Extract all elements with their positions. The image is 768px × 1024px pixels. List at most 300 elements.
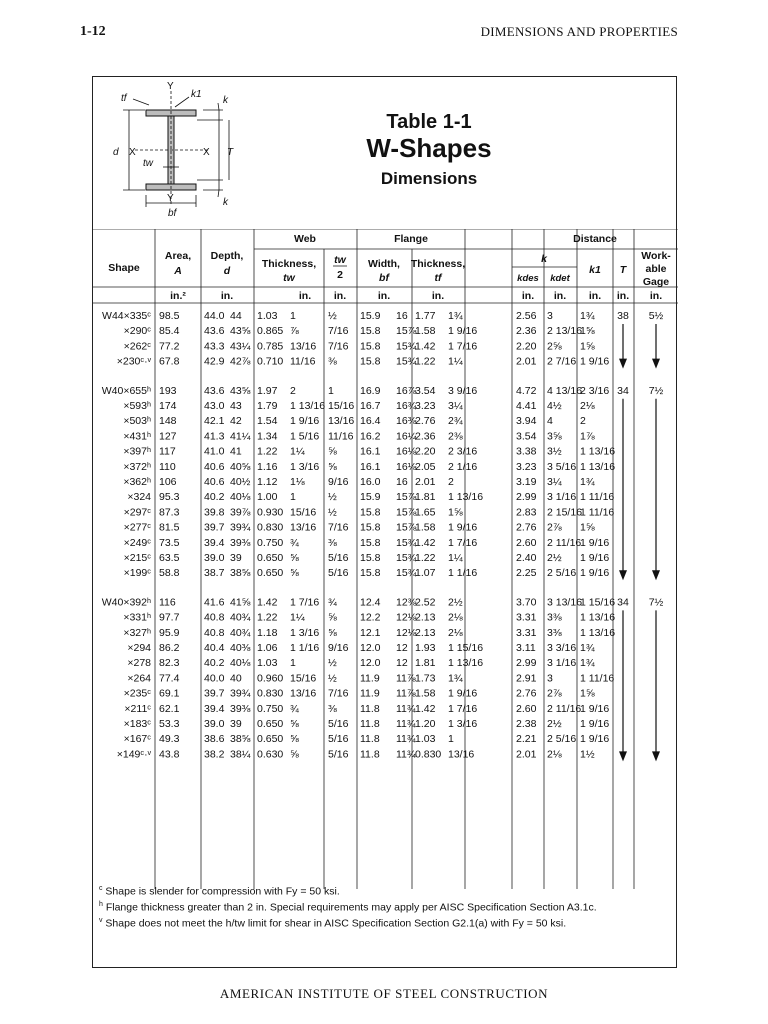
value-cell-tw2: ⅝ xyxy=(328,445,337,458)
value-cell-df: 41¼ xyxy=(230,430,251,443)
value-cell-d: 39.4 xyxy=(204,536,225,549)
down-arrow-icon xyxy=(652,359,660,369)
value-cell-bf: 11.8 xyxy=(360,718,380,730)
value-cell-twf: 1⅛ xyxy=(290,476,305,488)
value-cell-tf: 0.830 xyxy=(415,748,442,761)
value-cell-tw2: 1 xyxy=(328,384,334,397)
value-cell-tf: 3.23 xyxy=(415,400,436,412)
running-head: DIMENSIONS AND PROPERTIES xyxy=(480,24,678,39)
value-cell-kdes: 2.25 xyxy=(516,567,537,580)
value-cell-df: 39¾ xyxy=(230,521,251,534)
value-cell-tf: 1.77 xyxy=(415,310,436,322)
value-cell-A: 148 xyxy=(159,415,177,428)
value-cell-tff: 1¾ xyxy=(448,310,463,322)
shape-cell: ×199ᶜ xyxy=(123,567,151,580)
value-cell-k1: 1 9/16 xyxy=(580,355,610,368)
value-cell-tf: 2.76 xyxy=(415,415,436,428)
value-cell-d: 42.1 xyxy=(204,415,225,428)
value-cell-twf: 1¼ xyxy=(290,611,305,624)
diagram-label-x-left: X xyxy=(129,147,136,158)
value-cell-tff: 1 9/16 xyxy=(448,521,478,534)
column-header-gage: able xyxy=(645,263,667,275)
value-cell-tw: 1.34 xyxy=(257,430,278,443)
value-cell-tf: 2.13 xyxy=(415,626,436,639)
value-cell-A: 77.2 xyxy=(159,340,180,353)
value-cell-A: 86.2 xyxy=(159,642,180,654)
footnote-c: $^c$ Shape is slender for compression with Fy = 50 ksi. xyxy=(99,885,340,898)
value-cell-kdet: 3 1/16 xyxy=(547,657,577,670)
column-header-k: k xyxy=(541,253,547,265)
group-header-distance: Distance xyxy=(573,233,617,245)
table-label: Table 1-1 xyxy=(386,111,472,133)
value-cell-kdet: 2 5/16 xyxy=(547,733,577,746)
value-cell-d: 41.0 xyxy=(204,445,225,458)
value-cell-k1: 1 9/16 xyxy=(580,718,610,730)
column-header-depth: Depth, xyxy=(210,250,244,262)
value-cell-tw2: 7/16 xyxy=(328,325,349,338)
shape-cell: ×294 xyxy=(127,642,151,654)
value-cell-d: 38.6 xyxy=(204,733,225,746)
diagram-label-x-right: X xyxy=(203,147,210,158)
value-cell-tw2: 5/16 xyxy=(328,718,349,730)
value-cell-tw2: 5/16 xyxy=(328,748,349,761)
shape-cell: ×331ʰ xyxy=(123,611,151,624)
diagram-label-bf: bf xyxy=(168,208,177,219)
value-cell-d: 40.4 xyxy=(204,642,225,654)
shape-cell: ×167ᶜ xyxy=(123,733,151,746)
value-cell-A: 95.9 xyxy=(159,626,180,639)
T-value: 34 xyxy=(617,384,629,397)
value-cell-tff: 1 15/16 xyxy=(448,642,484,654)
value-cell-tf: 2.20 xyxy=(415,445,436,458)
value-cell-twf: 2 xyxy=(290,384,296,397)
column-header-flange-thickness: Thickness, xyxy=(410,258,466,270)
value-cell-A: 81.5 xyxy=(159,521,180,534)
value-cell-kdet: 3 3/16 xyxy=(547,642,577,654)
value-cell-kdet: 2½ xyxy=(547,552,562,564)
value-cell-tf: 1.22 xyxy=(415,355,436,368)
value-cell-tw2: 9/16 xyxy=(328,476,349,488)
shape-cell: W44×335ᶜ xyxy=(102,310,151,322)
T-value: 38 xyxy=(617,310,629,322)
value-cell-df: 39 xyxy=(230,552,242,564)
value-cell-twf: 1¼ xyxy=(290,445,305,458)
value-cell-bff: 11¾ xyxy=(396,702,416,715)
value-cell-d: 39.4 xyxy=(204,702,225,715)
value-cell-kdet: 2 5/16 xyxy=(547,567,577,580)
value-cell-k1: 1½ xyxy=(580,748,595,761)
value-cell-tw2: 5/16 xyxy=(328,567,349,580)
value-cell-tff: 2¾ xyxy=(448,415,463,428)
column-header-kdet: kdet xyxy=(550,273,570,284)
value-cell-tf: 1.07 xyxy=(415,567,436,580)
shape-cell: ×290ᶜ xyxy=(123,325,151,338)
value-cell-d: 40.2 xyxy=(204,657,225,670)
value-cell-kdes: 2.99 xyxy=(516,491,537,504)
value-cell-kdes: 2.56 xyxy=(516,310,537,322)
value-cell-bff: 15¾ xyxy=(396,340,417,353)
value-cell-bf: 15.8 xyxy=(360,506,381,519)
value-cell-d: 40.2 xyxy=(204,491,225,504)
value-cell-A: 95.3 xyxy=(159,491,180,504)
value-cell-A: 85.4 xyxy=(159,325,180,338)
value-cell-kdes: 3.31 xyxy=(516,626,537,639)
value-cell-tff: 2⅛ xyxy=(448,611,463,624)
value-cell-tff: 3¼ xyxy=(448,400,463,412)
column-header-flange-thickness-symbol: tf xyxy=(434,272,442,284)
value-cell-bff: 16 xyxy=(396,310,408,322)
value-cell-kdes: 3.23 xyxy=(516,460,537,473)
value-cell-bf: 16.4 xyxy=(360,415,381,428)
value-cell-A: 174 xyxy=(159,400,177,412)
units-cell: in. xyxy=(298,290,312,302)
value-cell-tw2: ½ xyxy=(328,506,337,519)
value-cell-kdes: 2.83 xyxy=(516,506,537,519)
value-cell-bf: 15.9 xyxy=(360,310,381,322)
T-value: 34 xyxy=(617,596,629,609)
value-cell-k1: 1 13/16 xyxy=(580,611,616,624)
shape-cell: ×262ᶜ xyxy=(123,340,151,353)
value-cell-twf: ⅞ xyxy=(290,325,299,338)
diagram-label-k1: k1 xyxy=(191,89,202,100)
down-arrow-icon xyxy=(652,751,660,761)
value-cell-tff: 1 1/16 xyxy=(448,567,478,580)
value-cell-tw: 0.630 xyxy=(257,748,284,761)
value-cell-twf: 13/16 xyxy=(290,687,317,700)
value-cell-d: 41.6 xyxy=(204,596,225,609)
value-cell-tw: 1.18 xyxy=(257,626,278,639)
value-cell-df: 43 xyxy=(230,400,242,412)
shape-cell: ×362ʰ xyxy=(123,476,151,488)
value-cell-bf: 11.8 xyxy=(360,733,380,746)
value-cell-k1: 1 9/16 xyxy=(580,536,610,549)
value-cell-k1: 1⅝ xyxy=(580,521,595,534)
value-cell-kdet: 3 xyxy=(547,310,553,322)
value-cell-tw2: 5/16 xyxy=(328,552,349,564)
value-cell-tf: 1.20 xyxy=(415,718,436,730)
value-cell-kdes: 2.40 xyxy=(516,552,537,564)
value-cell-twf: ¾ xyxy=(290,536,299,549)
value-cell-k1: 1⅞ xyxy=(580,430,595,443)
column-header-flange-width: Width, xyxy=(368,258,400,270)
value-cell-k1: 1⅝ xyxy=(580,340,595,353)
value-cell-twf: 1 7/16 xyxy=(290,596,320,609)
value-cell-kdes: 2.01 xyxy=(516,748,537,761)
value-cell-tff: 1 7/16 xyxy=(448,702,478,715)
value-cell-twf: 1 9/16 xyxy=(290,415,320,428)
value-cell-twf: 11/16 xyxy=(290,355,316,368)
shape-cell: ×324 xyxy=(127,491,151,504)
value-cell-bf: 11.9 xyxy=(360,687,380,700)
value-cell-k1: 1¾ xyxy=(580,476,595,488)
value-cell-bff: 15⅞ xyxy=(396,506,417,519)
gage-value: 7½ xyxy=(648,384,664,397)
value-cell-tw: 0.830 xyxy=(257,687,284,700)
w-shape-diagram xyxy=(93,77,263,227)
value-cell-bf: 15.8 xyxy=(360,567,381,580)
value-cell-bff: 11⅞ xyxy=(396,672,416,685)
down-arrow-icon xyxy=(619,359,627,369)
value-cell-d: 41.3 xyxy=(204,430,225,443)
value-cell-kdet: 2⅞ xyxy=(547,521,562,534)
diagram-label-d: d xyxy=(113,147,119,158)
units-cell: in. xyxy=(431,290,445,302)
value-cell-df: 40⅝ xyxy=(230,460,251,473)
value-cell-tff: 1 13/16 xyxy=(448,491,484,504)
value-cell-twf: ⅝ xyxy=(290,748,299,761)
column-header-depth-symbol: d xyxy=(223,265,231,277)
column-header-kdes: kdes xyxy=(517,273,539,284)
value-cell-bff: 16⅛ xyxy=(396,460,417,473)
column-header-T: T xyxy=(619,264,627,276)
value-cell-kdes: 2.20 xyxy=(516,340,537,353)
down-arrow-icon xyxy=(619,751,627,761)
value-cell-bff: 15¾ xyxy=(396,536,417,549)
value-cell-bf: 16.1 xyxy=(360,460,381,473)
value-cell-bff: 15⅞ xyxy=(396,491,417,504)
value-cell-kdet: 3⅜ xyxy=(547,611,562,624)
value-cell-k1: 1 11/16 xyxy=(580,672,615,685)
value-cell-tw: 1.22 xyxy=(257,611,278,624)
shape-cell: ×372ʰ xyxy=(123,460,151,473)
value-cell-bf: 11.8 xyxy=(360,702,380,715)
shape-cell: ×593ʰ xyxy=(123,400,151,412)
value-cell-kdet: 2 11/16 xyxy=(547,702,582,715)
value-cell-d: 38.7 xyxy=(204,567,225,580)
shape-cell: ×215ᶜ xyxy=(123,552,151,564)
value-cell-kdet: 3 5/16 xyxy=(547,460,577,473)
value-cell-kdet: 4 13/16 xyxy=(547,384,583,397)
value-cell-tw2: ½ xyxy=(328,310,337,322)
diagram-label-k-top: k xyxy=(223,95,228,106)
value-cell-kdes: 3.54 xyxy=(516,430,537,443)
value-cell-tw: 1.42 xyxy=(257,596,278,609)
value-cell-twf: 1 xyxy=(290,657,296,670)
value-cell-tw: 0.930 xyxy=(257,506,284,519)
value-cell-tf: 1.73 xyxy=(415,672,436,685)
value-cell-twf: ⅝ xyxy=(290,552,299,564)
value-cell-tff: 1¼ xyxy=(448,552,463,564)
value-cell-df: 41⅝ xyxy=(230,596,251,609)
value-cell-d: 42.9 xyxy=(204,355,225,368)
value-cell-tff: 3 9/16 xyxy=(448,384,478,397)
value-cell-kdet: 3⅝ xyxy=(547,430,562,443)
value-cell-tf: 1.42 xyxy=(415,536,436,549)
value-cell-k1: 1 11/16 xyxy=(580,506,615,519)
value-cell-kdes: 2.60 xyxy=(516,536,537,549)
value-cell-bf: 12.2 xyxy=(360,611,381,624)
value-cell-kdes: 2.99 xyxy=(516,657,537,670)
value-cell-tw: 0.650 xyxy=(257,567,284,580)
value-cell-A: 69.1 xyxy=(159,687,180,700)
value-cell-kdet: 2½ xyxy=(547,718,562,730)
value-cell-tw2: 15/16 xyxy=(328,400,355,412)
value-cell-k1: 1¾ xyxy=(580,642,595,654)
value-cell-tw: 1.54 xyxy=(257,415,278,428)
column-header-gage: Gage xyxy=(642,276,670,288)
value-cell-twf: 13/16 xyxy=(290,340,317,353)
value-cell-tw2: ½ xyxy=(328,491,337,504)
value-cell-kdet: 2⅛ xyxy=(547,748,562,761)
value-cell-tw2: ⅝ xyxy=(328,611,337,624)
value-cell-kdet: 2 7/16 xyxy=(547,355,577,368)
gage-value: 5½ xyxy=(648,310,664,322)
value-cell-df: 38⅝ xyxy=(230,567,251,580)
value-cell-tf: 1.58 xyxy=(415,325,436,338)
value-cell-tw2: ½ xyxy=(328,672,337,685)
value-cell-k1: 1 11/16 xyxy=(580,491,615,504)
value-cell-k1: 1 9/16 xyxy=(580,567,610,580)
value-cell-A: 193 xyxy=(159,384,177,397)
column-header-tw2-bottom: 2 xyxy=(337,269,343,281)
value-cell-bf: 15.8 xyxy=(360,521,381,534)
value-cell-twf: 13/16 xyxy=(290,521,317,534)
value-cell-A: 97.7 xyxy=(159,611,180,624)
shape-cell: ×397ʰ xyxy=(123,445,151,458)
value-cell-tf: 1.42 xyxy=(415,702,436,715)
value-cell-df: 39⅜ xyxy=(230,702,251,715)
value-cell-tf: 1.93 xyxy=(415,642,436,654)
value-cell-twf: ⅝ xyxy=(290,733,299,746)
value-cell-A: 127 xyxy=(159,430,177,443)
value-cell-tw: 0.865 xyxy=(257,325,284,338)
value-cell-tw2: ⅜ xyxy=(328,702,337,715)
value-cell-d: 39.7 xyxy=(204,521,225,534)
group-header-web: Web xyxy=(294,233,316,245)
value-cell-bf: 12.4 xyxy=(360,596,381,609)
value-cell-tw: 0.785 xyxy=(257,340,284,353)
value-cell-tff: 1¼ xyxy=(448,355,463,368)
value-cell-d: 40.0 xyxy=(204,672,225,685)
value-cell-tf: 1.03 xyxy=(415,733,436,746)
value-cell-A: 73.5 xyxy=(159,536,180,549)
value-cell-tw: 0.710 xyxy=(257,355,284,368)
value-cell-df: 40½ xyxy=(230,476,251,488)
value-cell-twf: 15/16 xyxy=(290,672,317,685)
value-cell-twf: 1 3/16 xyxy=(290,626,320,639)
value-cell-df: 40⅜ xyxy=(230,642,251,654)
column-header-tw2-top: tw xyxy=(334,254,346,266)
column-header-k1: k1 xyxy=(589,264,601,276)
value-cell-bff: 12 xyxy=(396,642,408,654)
value-cell-bff: 11¾ xyxy=(396,718,416,730)
units-cell: in. xyxy=(616,290,630,302)
value-cell-tf: 2.05 xyxy=(415,460,436,473)
value-cell-bf: 11.9 xyxy=(360,672,380,685)
value-cell-twf: 15/16 xyxy=(290,506,317,519)
shape-cell: ×183ᶜ xyxy=(123,718,151,730)
value-cell-kdes: 2.76 xyxy=(516,521,537,534)
shape-cell: ×230ᶜ·ᵛ xyxy=(116,355,151,368)
value-cell-d: 43.6 xyxy=(204,325,225,338)
table-frame xyxy=(92,76,677,968)
value-cell-d: 43.3 xyxy=(204,340,225,353)
value-cell-kdet: 3¼ xyxy=(547,476,562,488)
value-cell-tff: 1⅝ xyxy=(448,506,463,519)
value-cell-tw: 0.750 xyxy=(257,702,284,715)
value-cell-df: 43⅝ xyxy=(230,384,251,397)
value-cell-tw: 0.650 xyxy=(257,552,284,564)
value-cell-df: 40¾ xyxy=(230,611,251,624)
value-cell-kdes: 2.36 xyxy=(516,325,537,338)
value-cell-tf: 1.81 xyxy=(415,657,436,670)
value-cell-A: 82.3 xyxy=(159,657,180,670)
value-cell-k1: 2⅛ xyxy=(580,400,595,412)
shape-cell: ×277ᶜ xyxy=(123,521,151,534)
shape-cell: ×264 xyxy=(127,672,151,685)
value-cell-d: 39.8 xyxy=(204,506,225,519)
value-cell-d: 43.6 xyxy=(204,384,225,397)
value-cell-bf: 11.8 xyxy=(360,748,380,761)
value-cell-tw2: ⅜ xyxy=(328,536,337,549)
value-cell-df: 40¾ xyxy=(230,626,251,639)
gage-value: 7½ xyxy=(648,596,664,609)
value-cell-kdet: 3 13/16 xyxy=(547,596,583,609)
value-cell-kdet: 4½ xyxy=(547,400,562,412)
value-cell-tw: 1.00 xyxy=(257,491,278,504)
units-cell: in. xyxy=(553,290,567,302)
value-cell-kdes: 4.41 xyxy=(516,400,537,412)
value-cell-kdet: 2 11/16 xyxy=(547,536,582,549)
value-cell-tw: 1.97 xyxy=(257,384,278,397)
value-cell-tf: 2.36 xyxy=(415,430,436,443)
value-cell-twf: 1 3/16 xyxy=(290,460,320,473)
value-cell-kdes: 3.70 xyxy=(516,596,537,609)
value-cell-tw: 0.960 xyxy=(257,672,284,685)
value-cell-kdes: 2.76 xyxy=(516,687,537,700)
value-cell-tw2: ⅝ xyxy=(328,626,337,639)
units-cell: in. xyxy=(220,290,234,302)
shape-cell: ×503ʰ xyxy=(123,415,151,428)
value-cell-bff: 16⅜ xyxy=(396,415,417,428)
diagram-label-tw: tw xyxy=(143,158,153,169)
value-cell-d: 40.8 xyxy=(204,611,225,624)
value-cell-tw2: ½ xyxy=(328,657,337,670)
value-cell-bff: 15¾ xyxy=(396,552,417,564)
value-cell-tw2: 7/16 xyxy=(328,687,349,700)
table-title: W-Shapes xyxy=(366,133,492,163)
value-cell-d: 40.8 xyxy=(204,626,225,639)
value-cell-A: 98.5 xyxy=(159,310,180,322)
value-cell-bff: 15¾ xyxy=(396,355,417,368)
value-cell-df: 40 xyxy=(230,672,242,685)
down-arrow-icon xyxy=(652,570,660,580)
value-cell-df: 43⅝ xyxy=(230,325,251,338)
units-cell: in. xyxy=(377,290,391,302)
value-cell-k1: 1⅝ xyxy=(580,325,595,338)
value-cell-tf: 2.13 xyxy=(415,611,436,624)
value-cell-bf: 12.0 xyxy=(360,642,381,654)
value-cell-A: 63.5 xyxy=(159,552,180,564)
value-cell-df: 39⅜ xyxy=(230,536,251,549)
value-cell-df: 44 xyxy=(230,310,242,322)
value-cell-kdet: 2⅞ xyxy=(547,687,562,700)
value-cell-twf: ⅝ xyxy=(290,567,299,580)
units-cell: in. xyxy=(333,290,347,302)
value-cell-d: 39.0 xyxy=(204,552,225,564)
value-cell-bff: 15¾ xyxy=(396,567,417,580)
value-cell-bf: 16.0 xyxy=(360,476,381,488)
value-cell-tff: 1 9/16 xyxy=(448,325,478,338)
value-cell-tw: 1.16 xyxy=(257,460,278,473)
value-cell-d: 39.0 xyxy=(204,718,225,730)
value-cell-bf: 16.2 xyxy=(360,430,381,443)
value-cell-bff: 16⅛ xyxy=(396,445,417,458)
value-cell-tw: 1.22 xyxy=(257,445,278,458)
value-cell-kdes: 3.11 xyxy=(516,642,536,654)
value-cell-bff: 11¾ xyxy=(396,748,416,761)
value-cell-tw: 0.830 xyxy=(257,521,284,534)
